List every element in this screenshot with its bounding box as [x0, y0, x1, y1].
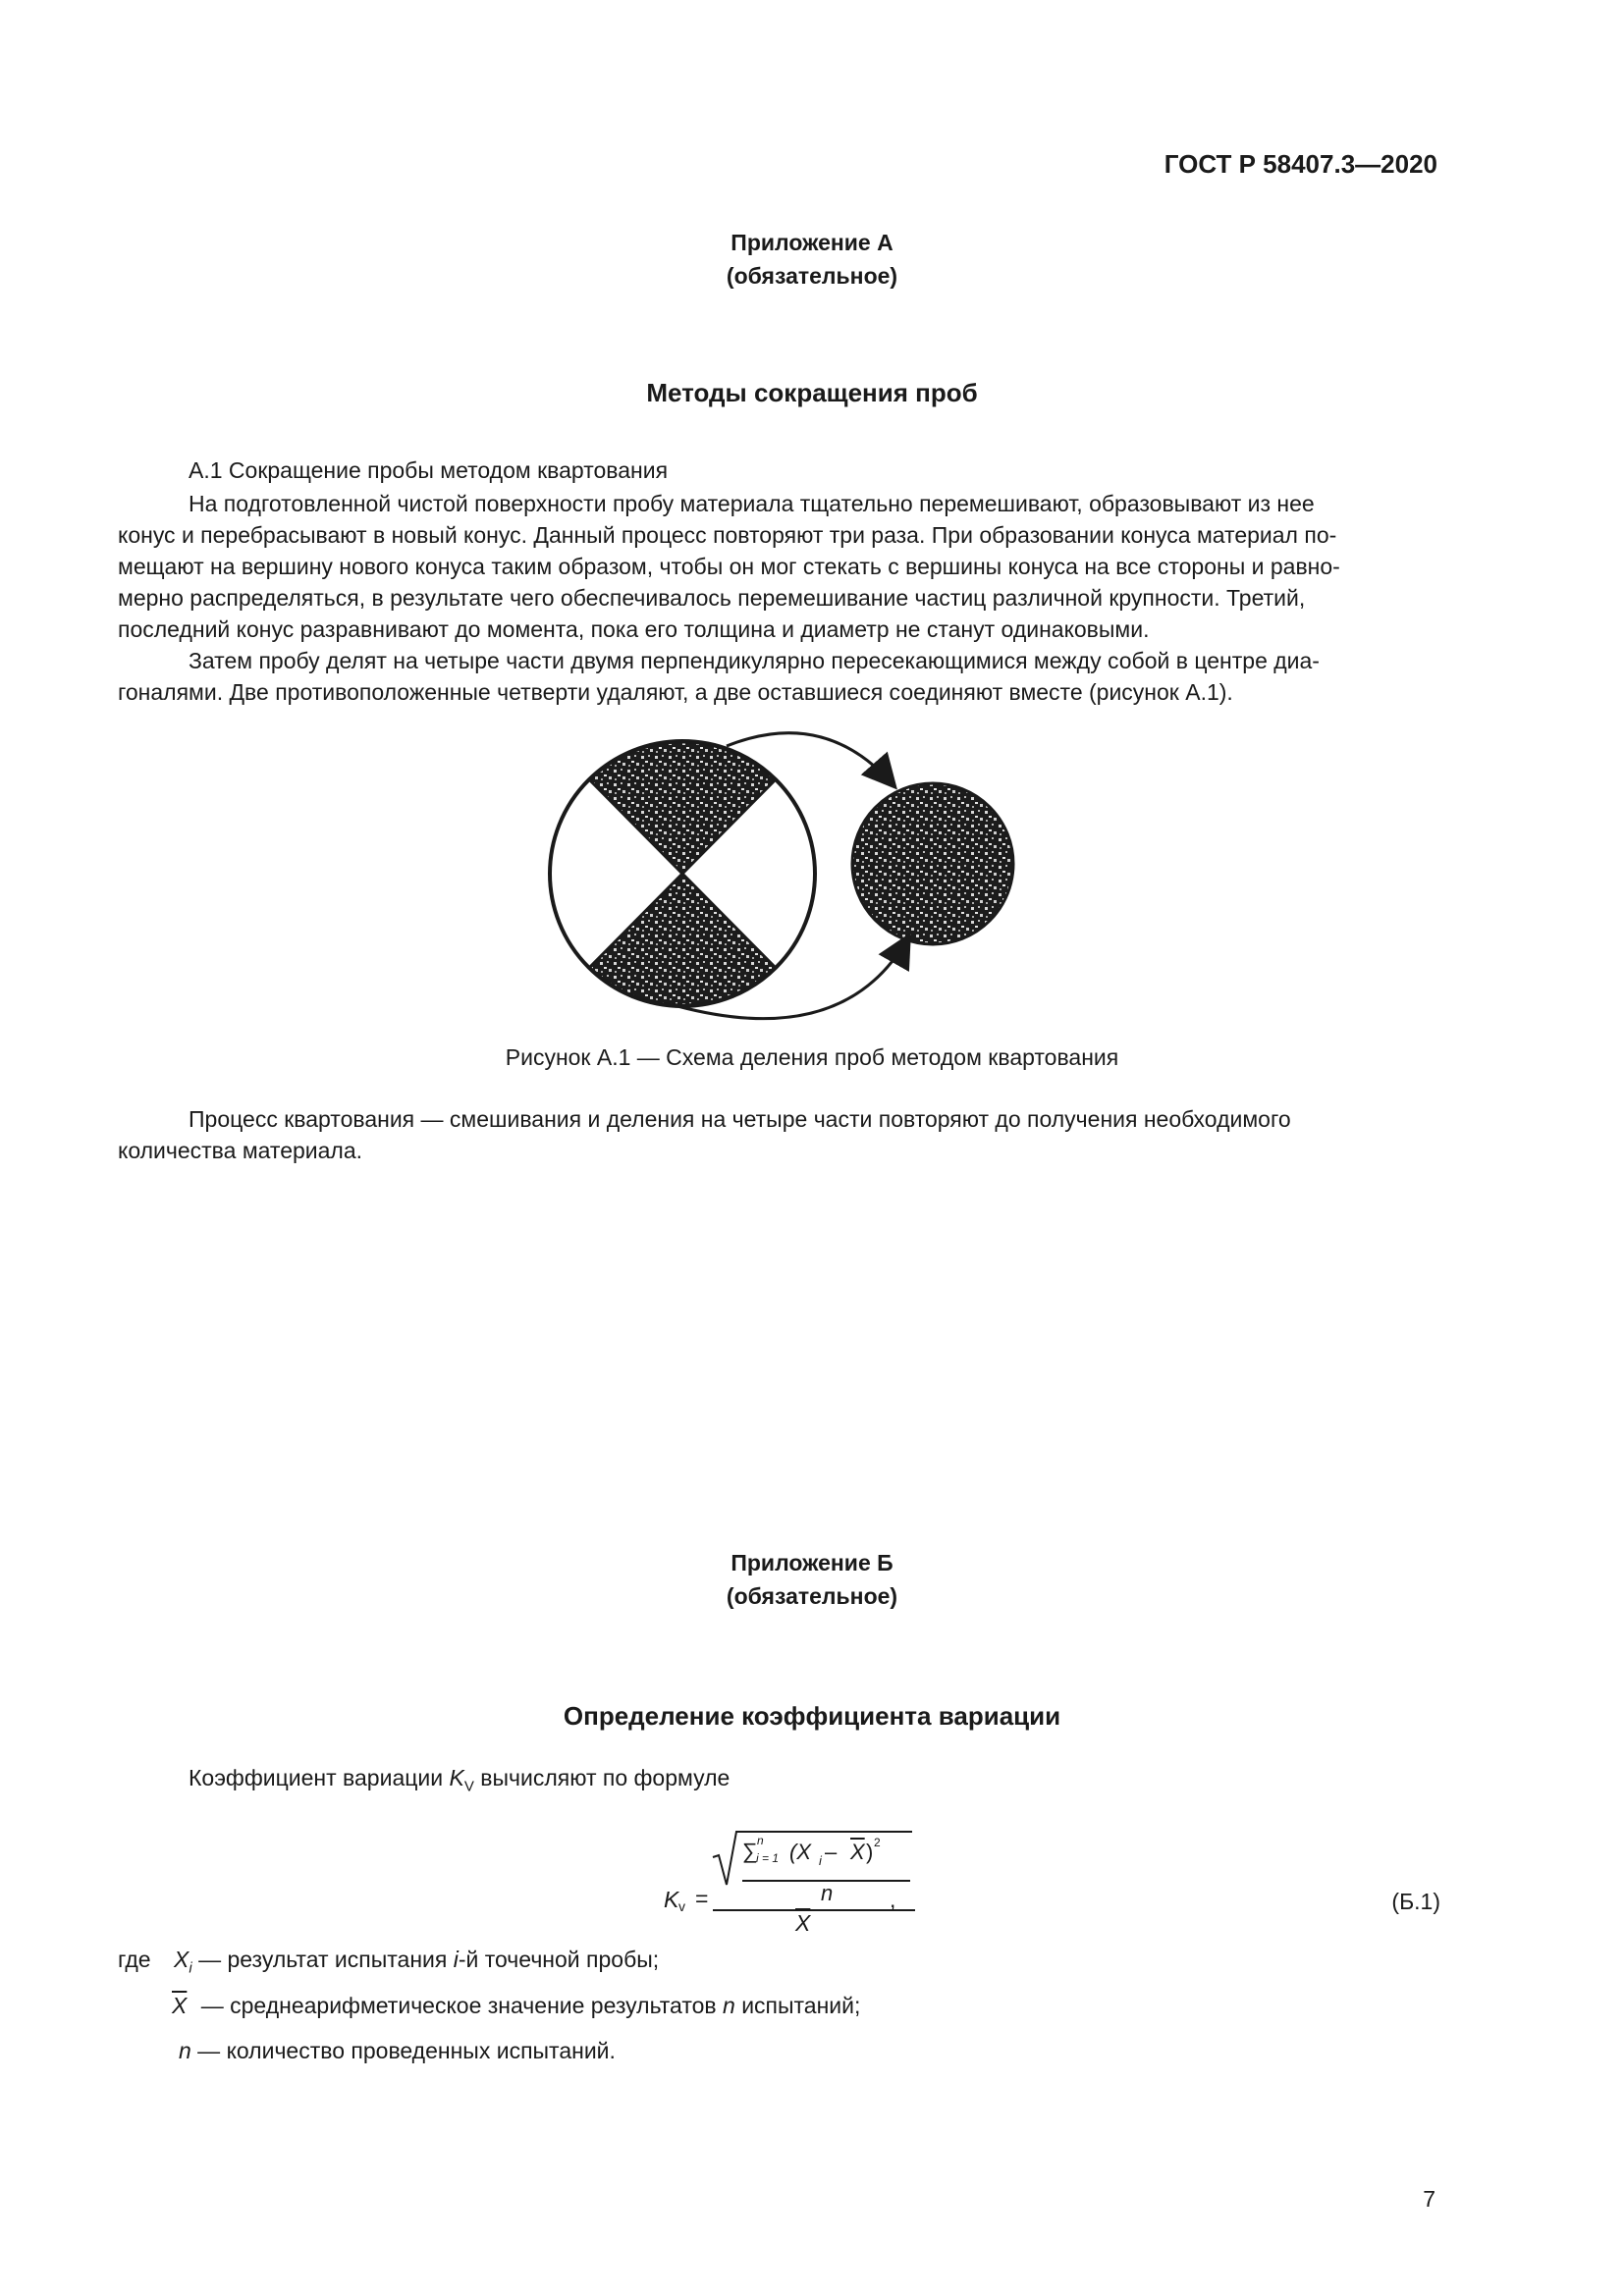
paragraph-1	[118, 488, 1437, 708]
kv-symbol: K	[449, 1765, 464, 1790]
appendix-a-label: Приложение А	[731, 230, 893, 255]
formula-b1: K v = ∑ n i = 1 (X i – $\overline{X}$ ) 2 n $\overline{X}$ ,	[664, 1828, 919, 1936]
formula-intro: Коэффициент вариации $K_V$ вычисляют по формуле	[189, 1765, 731, 1795]
para2-line: гоналями. Две противоположенные четверти удаляют, а две оставшиеся соединяют вместе (рисунок А.1).	[118, 679, 1233, 705]
formula-number: (Б.1)	[1391, 1889, 1440, 1914]
top-quarter	[590, 742, 776, 874]
appendix-b-title	[0, 1546, 1624, 1613]
combined-circle	[852, 783, 1013, 944]
outer-denominator: $\overline{X}$	[795, 1910, 811, 1936]
quartering-figure	[530, 726, 1041, 1041]
appendix-a-status: (обязательное)	[726, 263, 898, 289]
sum-symbol: ∑	[742, 1839, 758, 1863]
appendix-b-label: Приложение Б	[731, 1550, 893, 1575]
clause-a1	[118, 454, 1437, 486]
para1-line: последний конус разравнивают до момента, пока его толщина и диаметр не станут одинаковыми.	[118, 616, 1150, 642]
para3-line: количества материала.	[118, 1138, 363, 1163]
inner-denominator: n	[821, 1881, 834, 1905]
where-label: где	[118, 1947, 151, 1972]
para1-line: мещают на вершину нового конуса таким образом, чтобы он мог стекать с вершины конуса на все стороны и равно-	[118, 554, 1340, 579]
para1-line: На подготовленной чистой поверхности пробу материала тщательно перемешивают, образовывают из нее	[189, 491, 1315, 516]
figure-caption: Рисунок А.1 — Схема деления проб методом квартования	[505, 1044, 1119, 1070]
document-code: ГОСТ Р 58407.3—2020	[1164, 149, 1437, 179]
formula-lhs: K	[664, 1887, 679, 1912]
paragraph-3	[118, 1103, 1437, 1166]
fraction-bar	[713, 1908, 919, 1912]
appendix-b-status: (обязательное)	[726, 1583, 898, 1609]
definition-xi: $X_i$ — результат испытания i-й точечной пробы;	[174, 1947, 660, 1977]
clause-a1-title: А.1 Сокращение пробы методом квартования	[189, 457, 669, 483]
para3-line: Процесс квартования — смешивания и деления на четыре части повторяют до получения необходимого	[189, 1106, 1291, 1132]
definition-n: n — количество проведенных испытаний.	[179, 2038, 616, 2063]
appendix-a-title	[0, 226, 1624, 293]
appendix-a-heading: Методы сокращения проб	[646, 378, 978, 407]
page-number: 7	[1423, 2186, 1435, 2212]
para2-line: Затем пробу делят на четыре части двумя перпендикулярно пересекающимися между собой в центре диа-	[189, 648, 1320, 673]
bottom-quarter	[590, 874, 776, 1005]
appendix-b-heading: Определение коэффициента вариации	[563, 1701, 1061, 1731]
para1-line: конус и перебрасывают в новый конус. Данный процесс повторяют три раза. При образовании конуса материал по-	[118, 522, 1337, 548]
para1-line: мерно распределяться, в результате чего обеспечивалось перемешивание частиц различной крупности. Третий,	[118, 585, 1306, 611]
definition-xbar: $\overline{X}$ — среднеарифметическое значение результатов n испытаний;	[172, 1993, 861, 2018]
